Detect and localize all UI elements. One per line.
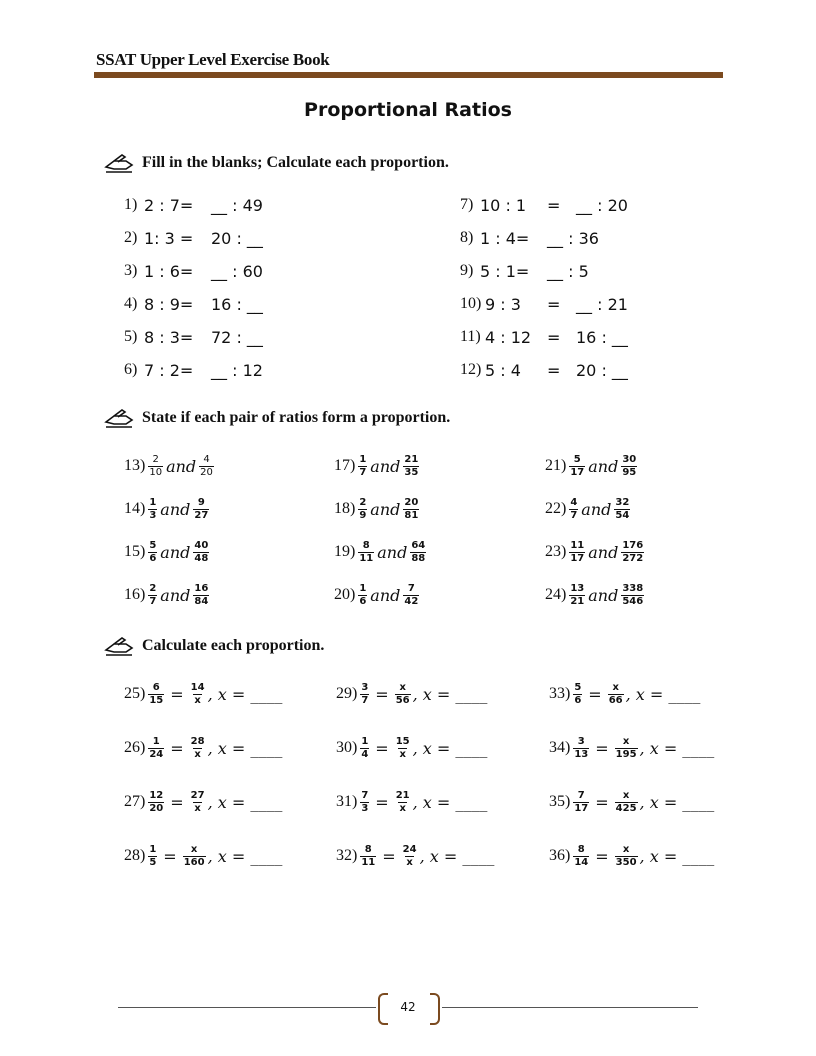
ratio-left: 1 : 4= bbox=[480, 229, 530, 248]
fraction-right-numerator: 28 bbox=[190, 735, 205, 747]
ratio-left: 1: 3 = bbox=[144, 229, 194, 248]
item-number: 4) bbox=[124, 295, 138, 312]
item-number: 36) bbox=[549, 847, 571, 864]
fraction-a-denominator: 7 bbox=[359, 466, 367, 478]
fraction-left-denominator: 3 bbox=[361, 802, 369, 814]
answer-blank: , x = ____ bbox=[625, 684, 701, 704]
fraction-left bbox=[360, 790, 369, 815]
footer-brace-right bbox=[430, 993, 440, 1025]
fraction-b-denominator: 546 bbox=[622, 595, 644, 607]
fraction-left-denominator: 15 bbox=[149, 694, 164, 706]
fraction-right-numerator: x bbox=[622, 843, 630, 855]
ratio-pair bbox=[545, 577, 646, 613]
book-title: SSAT Upper Level Exercise Book bbox=[96, 50, 330, 69]
fraction-left-denominator: 24 bbox=[149, 748, 164, 760]
blank-row bbox=[124, 361, 344, 383]
ratio-pair bbox=[334, 534, 428, 570]
ratio-left: 8 : 3= bbox=[144, 328, 194, 347]
item-number: 23) bbox=[545, 543, 567, 560]
fraction-right-numerator: x bbox=[399, 681, 406, 693]
ratio-pair bbox=[545, 534, 646, 570]
and-word: and bbox=[370, 456, 401, 476]
answer-blank: , x = ____ bbox=[412, 684, 488, 704]
fraction-a bbox=[569, 583, 585, 608]
fraction-left-numerator: 3 bbox=[577, 735, 585, 747]
fraction-left-numerator: 1 bbox=[149, 843, 157, 855]
fraction-left bbox=[573, 790, 589, 815]
ratio-left: 1 : 6= bbox=[144, 262, 194, 281]
item-number: 18) bbox=[334, 500, 356, 517]
blank-row bbox=[460, 295, 680, 317]
fraction-b bbox=[193, 497, 209, 522]
fraction-right-denominator: x bbox=[399, 748, 406, 760]
fraction-left-numerator: 7 bbox=[577, 789, 585, 801]
blank-row bbox=[460, 328, 680, 350]
section-fill-header bbox=[104, 152, 449, 174]
fraction-a-denominator: 6 bbox=[359, 595, 367, 607]
item-number: 34) bbox=[549, 739, 571, 756]
equals-sign: = bbox=[595, 738, 609, 758]
fraction-b bbox=[403, 497, 419, 522]
fraction-left bbox=[360, 844, 376, 869]
fraction-left bbox=[148, 736, 164, 761]
fraction-left-denominator: 11 bbox=[361, 856, 376, 868]
fraction-right bbox=[190, 736, 206, 761]
fraction-right-numerator: 24 bbox=[402, 843, 417, 855]
ratio-pair bbox=[334, 491, 421, 527]
fraction-a-denominator: 7 bbox=[570, 509, 578, 521]
fraction-left bbox=[360, 682, 369, 707]
fraction-right bbox=[402, 844, 418, 869]
fraction-a-numerator: 2 bbox=[149, 582, 157, 594]
blank-row bbox=[124, 196, 344, 218]
fraction-b bbox=[621, 454, 637, 479]
equation bbox=[124, 784, 282, 820]
header-rule bbox=[94, 72, 723, 78]
fraction-a-numerator: 5 bbox=[573, 453, 581, 465]
fraction-b-denominator: 88 bbox=[411, 552, 426, 564]
fraction-b bbox=[621, 583, 644, 608]
blank-row bbox=[460, 361, 680, 383]
ratio-right: __ : 20 bbox=[576, 196, 628, 215]
fraction-b bbox=[199, 454, 214, 479]
fraction-a-numerator: 2 bbox=[359, 496, 367, 508]
blank-row bbox=[124, 295, 344, 317]
fraction-right bbox=[183, 844, 206, 869]
fraction-right-numerator: 27 bbox=[190, 789, 205, 801]
ratio-pair bbox=[124, 534, 211, 570]
answer-blank: , x = ____ bbox=[207, 738, 283, 758]
equals-sign: = bbox=[588, 684, 602, 704]
item-number: 32) bbox=[336, 847, 358, 864]
item-number: 3) bbox=[124, 262, 138, 279]
item-number: 35) bbox=[549, 793, 571, 810]
fraction-a-denominator: 17 bbox=[570, 552, 585, 564]
and-word: and bbox=[160, 542, 191, 562]
fraction-right bbox=[615, 844, 638, 869]
equation bbox=[549, 730, 714, 766]
fraction-a-denominator: 3 bbox=[149, 509, 157, 521]
blank-row bbox=[124, 229, 344, 251]
fraction-right-denominator: x bbox=[194, 694, 201, 706]
equation bbox=[336, 784, 487, 820]
item-number: 2) bbox=[124, 229, 138, 246]
fraction-right-denominator: x bbox=[194, 802, 201, 814]
blank-row bbox=[460, 196, 680, 218]
item-number: 9) bbox=[460, 262, 474, 279]
ratio-right: __ : 5 bbox=[547, 262, 589, 281]
fraction-right-numerator: 14 bbox=[190, 681, 205, 693]
fraction-b-denominator: 272 bbox=[622, 552, 644, 564]
equals-sign: = bbox=[375, 738, 389, 758]
item-number: 11) bbox=[460, 328, 481, 345]
ratio-left: 4 : 12 bbox=[485, 328, 532, 347]
fraction-right-denominator: 56 bbox=[395, 694, 410, 706]
equals-sign: = bbox=[170, 684, 184, 704]
fraction-b bbox=[621, 540, 644, 565]
fraction-left-numerator: 3 bbox=[361, 681, 369, 693]
and-word: and bbox=[588, 585, 619, 605]
item-number: 17) bbox=[334, 457, 356, 474]
fraction-a-denominator: 7 bbox=[149, 595, 157, 607]
fraction-b-numerator: 30 bbox=[622, 453, 637, 465]
fraction-a bbox=[358, 540, 374, 565]
fraction-a-denominator: 17 bbox=[570, 466, 585, 478]
fraction-left-denominator: 20 bbox=[149, 802, 164, 814]
answer-blank: , x = ____ bbox=[207, 792, 283, 812]
fraction-left-numerator: 12 bbox=[149, 789, 164, 801]
equals-sign: = bbox=[595, 846, 609, 866]
fraction-left-numerator: 1 bbox=[361, 735, 369, 747]
equals-sign: = bbox=[547, 328, 561, 347]
equals-sign: = bbox=[163, 846, 177, 866]
fraction-right-denominator: 66 bbox=[608, 694, 623, 706]
fraction-b-numerator: 64 bbox=[411, 539, 426, 551]
fraction-a bbox=[569, 540, 585, 565]
ratio-right: 20 : __ bbox=[576, 361, 628, 380]
fraction-b-denominator: 95 bbox=[622, 466, 637, 478]
fraction-b-numerator: 21 bbox=[404, 453, 419, 465]
equals-sign: = bbox=[375, 684, 389, 704]
fraction-left bbox=[360, 736, 369, 761]
fraction-right-denominator: 160 bbox=[183, 856, 205, 868]
fraction-b-numerator: 20 bbox=[404, 496, 419, 508]
fraction-a bbox=[358, 454, 367, 479]
ratio-pair bbox=[124, 448, 216, 484]
equation bbox=[124, 730, 282, 766]
equals-sign: = bbox=[382, 846, 396, 866]
item-number: 6) bbox=[124, 361, 138, 378]
fraction-a bbox=[148, 540, 157, 565]
fraction-left-denominator: 17 bbox=[574, 802, 589, 814]
fraction-left-numerator: 8 bbox=[364, 843, 372, 855]
fraction-left bbox=[573, 682, 582, 707]
equals-sign: = bbox=[375, 792, 389, 812]
blank-row bbox=[460, 229, 680, 251]
and-word: and bbox=[377, 542, 408, 562]
fraction-left-denominator: 13 bbox=[574, 748, 589, 760]
fraction-right-denominator: x bbox=[399, 802, 406, 814]
page-title: Proportional Ratios bbox=[304, 99, 512, 121]
item-number: 33) bbox=[549, 685, 571, 702]
ratio-right: __ : 49 bbox=[211, 196, 263, 215]
ratio-pair bbox=[124, 491, 211, 527]
fraction-a bbox=[148, 583, 157, 608]
section-fill-title: Fill in the blanks; Calculate each proportion. bbox=[142, 154, 449, 171]
equation bbox=[336, 676, 487, 712]
ratio-pair bbox=[545, 448, 639, 484]
fraction-left-numerator: 7 bbox=[361, 789, 369, 801]
equation bbox=[549, 838, 714, 874]
fraction-a-numerator: 1 bbox=[149, 496, 157, 508]
fraction-a bbox=[148, 454, 163, 479]
fraction-right-numerator: x bbox=[622, 789, 630, 801]
fraction-a-numerator: 11 bbox=[570, 539, 585, 551]
fraction-right-numerator: 15 bbox=[395, 735, 410, 747]
fraction-b-numerator: 176 bbox=[622, 539, 644, 551]
ratio-pair bbox=[545, 491, 632, 527]
item-number: 29) bbox=[336, 685, 358, 702]
blank-row bbox=[124, 328, 344, 350]
item-number: 28) bbox=[124, 847, 146, 864]
fraction-right bbox=[395, 682, 411, 707]
fraction-a-denominator: 9 bbox=[359, 509, 367, 521]
fraction-b-numerator: 4 bbox=[203, 453, 210, 465]
ratio-right: 20 : __ bbox=[211, 229, 263, 248]
fraction-right bbox=[615, 790, 638, 815]
footer-rule-right bbox=[442, 1007, 698, 1008]
item-number: 21) bbox=[545, 457, 567, 474]
fraction-b-denominator: 42 bbox=[404, 595, 419, 607]
ratio-left: 2 : 7= bbox=[144, 196, 194, 215]
ratio-pair bbox=[124, 577, 211, 613]
writing-hand-icon bbox=[104, 153, 134, 173]
item-number: 22) bbox=[545, 500, 567, 517]
fraction-left-denominator: 14 bbox=[574, 856, 589, 868]
fraction-left bbox=[148, 682, 164, 707]
and-word: and bbox=[160, 585, 191, 605]
fraction-right-denominator: 425 bbox=[615, 802, 637, 814]
item-number: 31) bbox=[336, 793, 358, 810]
item-number: 12) bbox=[460, 361, 482, 378]
blank-row bbox=[460, 262, 680, 284]
section-state-header bbox=[104, 407, 450, 429]
item-number: 26) bbox=[124, 739, 146, 756]
fraction-right bbox=[190, 682, 206, 707]
item-number: 7) bbox=[460, 196, 474, 213]
fraction-left bbox=[148, 844, 157, 869]
and-word: and bbox=[370, 585, 401, 605]
fraction-right bbox=[190, 790, 206, 815]
item-number: 20) bbox=[334, 586, 356, 603]
fraction-left-numerator: 8 bbox=[577, 843, 585, 855]
fraction-a bbox=[569, 497, 578, 522]
equation bbox=[549, 784, 714, 820]
fraction-a bbox=[148, 497, 157, 522]
item-number: 5) bbox=[124, 328, 138, 345]
and-word: and bbox=[588, 542, 619, 562]
fraction-a-numerator: 8 bbox=[362, 539, 370, 551]
fraction-left bbox=[573, 844, 589, 869]
section-state-title: State if each pair of ratios form a proportion. bbox=[142, 409, 451, 426]
ratio-right: __ : 21 bbox=[576, 295, 628, 314]
equation bbox=[549, 676, 700, 712]
item-number: 10) bbox=[460, 295, 482, 312]
item-number: 16) bbox=[124, 586, 146, 603]
fraction-a-numerator: 1 bbox=[359, 582, 367, 594]
fraction-b-denominator: 35 bbox=[404, 466, 419, 478]
fraction-b-numerator: 40 bbox=[194, 539, 209, 551]
fraction-right-numerator: 21 bbox=[395, 789, 410, 801]
and-word: and bbox=[370, 499, 401, 519]
ratio-left: 7 : 2= bbox=[144, 361, 194, 380]
answer-blank: , x = ____ bbox=[639, 738, 715, 758]
fraction-b bbox=[403, 454, 419, 479]
fraction-right-denominator: 195 bbox=[615, 748, 637, 760]
blank-row bbox=[124, 262, 344, 284]
fraction-b-denominator: 48 bbox=[194, 552, 209, 564]
answer-blank: , x = ____ bbox=[419, 846, 495, 866]
fraction-left-denominator: 5 bbox=[149, 856, 157, 868]
item-number: 13) bbox=[124, 457, 146, 474]
item-number: 15) bbox=[124, 543, 146, 560]
fraction-left-numerator: 1 bbox=[152, 735, 160, 747]
fraction-left-denominator: 6 bbox=[574, 694, 582, 706]
fraction-b-denominator: 54 bbox=[615, 509, 630, 521]
fraction-a-numerator: 5 bbox=[149, 539, 157, 551]
fraction-b-numerator: 16 bbox=[194, 582, 209, 594]
fraction-right-numerator: x bbox=[622, 735, 630, 747]
fraction-left-denominator: 7 bbox=[361, 694, 369, 706]
equals-sign: = bbox=[547, 361, 561, 380]
equals-sign: = bbox=[170, 738, 184, 758]
fraction-b-denominator: 20 bbox=[200, 466, 213, 478]
ratio-right: __ : 36 bbox=[547, 229, 599, 248]
equation bbox=[336, 838, 494, 874]
fraction-left-denominator: 4 bbox=[361, 748, 369, 760]
section-calc-title: Calculate each proportion. bbox=[142, 637, 325, 654]
answer-blank: , x = ____ bbox=[639, 846, 715, 866]
answer-blank: , x = ____ bbox=[412, 792, 488, 812]
answer-blank: , x = ____ bbox=[639, 792, 715, 812]
fraction-a-denominator: 10 bbox=[149, 466, 163, 478]
ratio-right: __ : 12 bbox=[211, 361, 263, 380]
fraction-b-numerator: 338 bbox=[622, 582, 644, 594]
ratio-left: 8 : 9= bbox=[144, 295, 194, 314]
equals-sign: = bbox=[547, 196, 561, 215]
fraction-right-denominator: x bbox=[406, 856, 413, 868]
answer-blank: , x = ____ bbox=[412, 738, 488, 758]
writing-hand-icon bbox=[104, 636, 134, 656]
fraction-right-denominator: x bbox=[194, 748, 201, 760]
ratio-right: 16 : __ bbox=[576, 328, 628, 347]
fraction-b bbox=[193, 583, 209, 608]
item-number: 19) bbox=[334, 543, 356, 560]
section-calc-header bbox=[104, 635, 324, 657]
equals-sign: = bbox=[170, 792, 184, 812]
answer-blank: , x = ____ bbox=[207, 684, 283, 704]
and-word: and bbox=[588, 456, 619, 476]
fraction-a-denominator: 11 bbox=[359, 552, 374, 564]
fraction-b-denominator: 27 bbox=[194, 509, 209, 521]
fraction-a-numerator: 4 bbox=[570, 496, 578, 508]
fraction-a-denominator: 21 bbox=[570, 595, 585, 607]
equation bbox=[124, 676, 282, 712]
and-word: and bbox=[581, 499, 612, 519]
fraction-left bbox=[573, 736, 589, 761]
ratio-pair bbox=[334, 577, 421, 613]
and-word: and bbox=[166, 456, 197, 476]
item-number: 1) bbox=[124, 196, 138, 213]
fraction-b-numerator: 9 bbox=[197, 496, 205, 508]
fraction-right-numerator: x bbox=[612, 681, 619, 693]
ratio-left: 9 : 3 bbox=[485, 295, 521, 314]
fraction-right-denominator: 350 bbox=[615, 856, 637, 868]
equation bbox=[124, 838, 282, 874]
answer-blank: , x = ____ bbox=[207, 846, 283, 866]
fraction-a-numerator: 2 bbox=[152, 453, 159, 465]
equation bbox=[336, 730, 487, 766]
fraction-b bbox=[403, 583, 419, 608]
fraction-b-denominator: 84 bbox=[194, 595, 209, 607]
equals-sign: = bbox=[595, 792, 609, 812]
fraction-left-numerator: 5 bbox=[574, 681, 582, 693]
ratio-left: 5 : 1= bbox=[480, 262, 530, 281]
fraction-b-numerator: 32 bbox=[615, 496, 630, 508]
footer-rule-left bbox=[118, 1007, 376, 1008]
equals-sign: = bbox=[547, 295, 561, 314]
fraction-a-numerator: 13 bbox=[570, 582, 585, 594]
ratio-right: 72 : __ bbox=[211, 328, 263, 347]
fraction-a bbox=[358, 583, 367, 608]
ratio-pair bbox=[334, 448, 421, 484]
fraction-b bbox=[193, 540, 209, 565]
item-number: 30) bbox=[336, 739, 358, 756]
fraction-b-denominator: 81 bbox=[404, 509, 419, 521]
ratio-left: 5 : 4 bbox=[485, 361, 521, 380]
fraction-left-numerator: 6 bbox=[152, 681, 160, 693]
fraction-right bbox=[395, 790, 411, 815]
fraction-b bbox=[410, 540, 426, 565]
item-number: 24) bbox=[545, 586, 567, 603]
fraction-right bbox=[395, 736, 411, 761]
fraction-right-numerator: x bbox=[190, 843, 198, 855]
footer-brace-left bbox=[378, 993, 388, 1025]
fraction-left bbox=[148, 790, 164, 815]
ratio-right: __ : 60 bbox=[211, 262, 263, 281]
item-number: 25) bbox=[124, 685, 146, 702]
fraction-right bbox=[615, 736, 638, 761]
page-number: 42 bbox=[400, 1000, 416, 1014]
item-number: 8) bbox=[460, 229, 474, 246]
item-number: 27) bbox=[124, 793, 146, 810]
ratio-left: 10 : 1 bbox=[480, 196, 527, 215]
fraction-a-numerator: 1 bbox=[359, 453, 367, 465]
fraction-a bbox=[358, 497, 367, 522]
fraction-a-denominator: 6 bbox=[149, 552, 157, 564]
fraction-right bbox=[608, 682, 624, 707]
ratio-right: 16 : __ bbox=[211, 295, 263, 314]
writing-hand-icon bbox=[104, 408, 134, 428]
fraction-b bbox=[614, 497, 630, 522]
fraction-b-numerator: 7 bbox=[407, 582, 415, 594]
item-number: 14) bbox=[124, 500, 146, 517]
fraction-a bbox=[569, 454, 585, 479]
and-word: and bbox=[160, 499, 191, 519]
